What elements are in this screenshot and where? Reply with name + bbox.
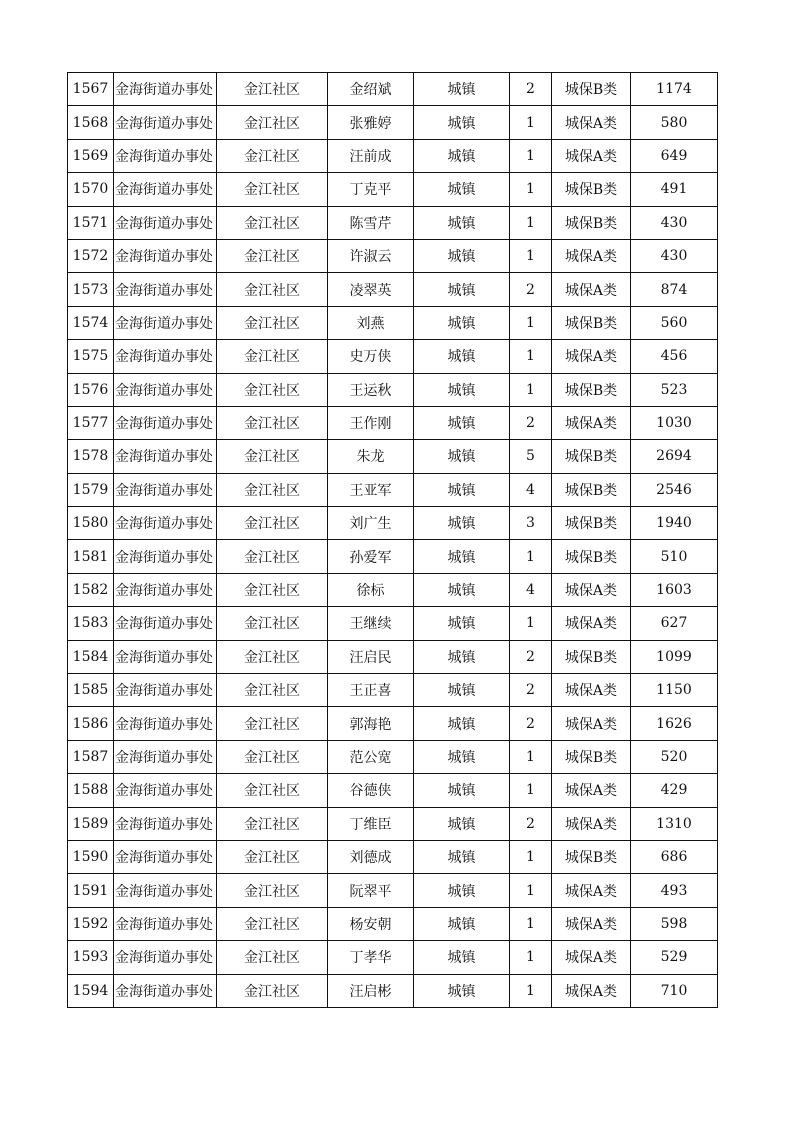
row-number-cell: 1584	[68, 640, 114, 673]
amount-cell: 1626	[631, 707, 718, 740]
insurance-category-cell: 城保A类	[552, 273, 631, 306]
person-name-cell: 刘德成	[328, 840, 414, 873]
table-row	[68, 406, 718, 439]
community-cell: 金江社区	[217, 139, 328, 172]
insurance-category-cell: 城保B类	[552, 373, 631, 406]
household-type-cell: 城镇	[414, 139, 510, 172]
member-count-cell: 3	[510, 507, 552, 540]
community-cell: 金江社区	[217, 674, 328, 707]
row-number-cell: 1570	[68, 173, 114, 206]
street-office-cell: 金海街道办事处	[114, 206, 217, 239]
table-row	[68, 774, 718, 807]
member-count-cell: 1	[510, 540, 552, 573]
street-office-cell: 金海街道办事处	[114, 774, 217, 807]
person-name-cell: 刘广生	[328, 507, 414, 540]
member-count-cell: 1	[510, 840, 552, 873]
street-office-cell: 金海街道办事处	[114, 674, 217, 707]
community-cell: 金江社区	[217, 874, 328, 907]
amount-cell: 493	[631, 874, 718, 907]
household-type-cell: 城镇	[414, 206, 510, 239]
household-type-cell: 城镇	[414, 740, 510, 773]
household-type-cell: 城镇	[414, 173, 510, 206]
row-number-cell: 1577	[68, 406, 114, 439]
insurance-category-cell: 城保A类	[552, 707, 631, 740]
table-row	[68, 206, 718, 239]
household-type-cell: 城镇	[414, 507, 510, 540]
amount-cell: 510	[631, 540, 718, 573]
household-type-cell: 城镇	[414, 874, 510, 907]
member-count-cell: 2	[510, 73, 552, 106]
row-number-cell: 1581	[68, 540, 114, 573]
community-cell: 金江社区	[217, 807, 328, 840]
street-office-cell: 金海街道办事处	[114, 740, 217, 773]
member-count-cell: 5	[510, 440, 552, 473]
street-office-cell: 金海街道办事处	[114, 239, 217, 272]
amount-cell: 520	[631, 740, 718, 773]
person-name-cell: 许淑云	[328, 239, 414, 272]
amount-cell: 627	[631, 607, 718, 640]
table-row	[68, 473, 718, 506]
household-type-cell: 城镇	[414, 774, 510, 807]
amount-cell: 710	[631, 974, 718, 1007]
amount-cell: 874	[631, 273, 718, 306]
household-type-cell: 城镇	[414, 340, 510, 373]
insurance-category-cell: 城保A类	[552, 974, 631, 1007]
person-name-cell: 阮翠平	[328, 874, 414, 907]
community-cell: 金江社区	[217, 540, 328, 573]
person-name-cell: 孙爱军	[328, 540, 414, 573]
member-count-cell: 2	[510, 273, 552, 306]
amount-cell: 429	[631, 774, 718, 807]
street-office-cell: 金海街道办事处	[114, 941, 217, 974]
row-number-cell: 1594	[68, 974, 114, 1007]
amount-cell: 686	[631, 840, 718, 873]
table-row	[68, 173, 718, 206]
amount-cell: 1174	[631, 73, 718, 106]
household-type-cell: 城镇	[414, 674, 510, 707]
row-number-cell: 1588	[68, 774, 114, 807]
member-count-cell: 4	[510, 473, 552, 506]
household-type-cell: 城镇	[414, 73, 510, 106]
table-row	[68, 740, 718, 773]
household-type-cell: 城镇	[414, 473, 510, 506]
row-number-cell: 1574	[68, 306, 114, 339]
community-cell: 金江社区	[217, 373, 328, 406]
street-office-cell: 金海街道办事处	[114, 540, 217, 573]
street-office-cell: 金海街道办事处	[114, 406, 217, 439]
amount-cell: 523	[631, 373, 718, 406]
row-number-cell: 1572	[68, 239, 114, 272]
community-cell: 金江社区	[217, 206, 328, 239]
person-name-cell: 谷德侠	[328, 774, 414, 807]
community-cell: 金江社区	[217, 740, 328, 773]
insurance-category-cell: 城保A类	[552, 106, 631, 139]
table-row	[68, 640, 718, 673]
amount-cell: 1940	[631, 507, 718, 540]
row-number-cell: 1576	[68, 373, 114, 406]
community-cell: 金江社区	[217, 273, 328, 306]
member-count-cell: 2	[510, 807, 552, 840]
row-number-cell: 1575	[68, 340, 114, 373]
table-row	[68, 73, 718, 106]
street-office-cell: 金海街道办事处	[114, 573, 217, 606]
row-number-cell: 1589	[68, 807, 114, 840]
table-row	[68, 139, 718, 172]
member-count-cell: 1	[510, 907, 552, 940]
row-number-cell: 1578	[68, 440, 114, 473]
table-row	[68, 974, 718, 1007]
household-type-cell: 城镇	[414, 640, 510, 673]
member-count-cell: 2	[510, 640, 552, 673]
household-type-cell: 城镇	[414, 540, 510, 573]
insurance-category-cell: 城保A类	[552, 406, 631, 439]
member-count-cell: 1	[510, 206, 552, 239]
insurance-category-cell: 城保B类	[552, 640, 631, 673]
street-office-cell: 金海街道办事处	[114, 373, 217, 406]
person-name-cell: 王亚军	[328, 473, 414, 506]
table-row	[68, 540, 718, 573]
amount-cell: 1150	[631, 674, 718, 707]
street-office-cell: 金海街道办事处	[114, 306, 217, 339]
table-row	[68, 239, 718, 272]
insurance-category-cell: 城保A类	[552, 139, 631, 172]
community-cell: 金江社区	[217, 974, 328, 1007]
amount-cell: 580	[631, 106, 718, 139]
community-cell: 金江社区	[217, 907, 328, 940]
member-count-cell: 1	[510, 139, 552, 172]
street-office-cell: 金海街道办事处	[114, 907, 217, 940]
roster-table	[67, 72, 718, 1008]
street-office-cell: 金海街道办事处	[114, 273, 217, 306]
community-cell: 金江社区	[217, 507, 328, 540]
table-row	[68, 707, 718, 740]
insurance-category-cell: 城保B类	[552, 540, 631, 573]
person-name-cell: 凌翠英	[328, 273, 414, 306]
community-cell: 金江社区	[217, 573, 328, 606]
amount-cell: 529	[631, 941, 718, 974]
table-row	[68, 273, 718, 306]
insurance-category-cell: 城保A类	[552, 573, 631, 606]
household-type-cell: 城镇	[414, 573, 510, 606]
community-cell: 金江社区	[217, 473, 328, 506]
person-name-cell: 陈雪芹	[328, 206, 414, 239]
person-name-cell: 范公宽	[328, 740, 414, 773]
table-row	[68, 106, 718, 139]
person-name-cell: 郭海艳	[328, 707, 414, 740]
insurance-category-cell: 城保A类	[552, 907, 631, 940]
amount-cell: 1099	[631, 640, 718, 673]
row-number-cell: 1582	[68, 573, 114, 606]
person-name-cell: 汪前成	[328, 139, 414, 172]
member-count-cell: 2	[510, 406, 552, 439]
insurance-category-cell: 城保B类	[552, 440, 631, 473]
street-office-cell: 金海街道办事处	[114, 840, 217, 873]
household-type-cell: 城镇	[414, 607, 510, 640]
amount-cell: 598	[631, 907, 718, 940]
member-count-cell: 1	[510, 106, 552, 139]
amount-cell: 649	[631, 139, 718, 172]
member-count-cell: 4	[510, 573, 552, 606]
roster-body	[68, 73, 718, 1008]
amount-cell: 560	[631, 306, 718, 339]
community-cell: 金江社区	[217, 406, 328, 439]
insurance-category-cell: 城保A类	[552, 607, 631, 640]
street-office-cell: 金海街道办事处	[114, 139, 217, 172]
table-row	[68, 874, 718, 907]
street-office-cell: 金海街道办事处	[114, 507, 217, 540]
street-office-cell: 金海街道办事处	[114, 974, 217, 1007]
community-cell: 金江社区	[217, 840, 328, 873]
member-count-cell: 2	[510, 707, 552, 740]
street-office-cell: 金海街道办事处	[114, 707, 217, 740]
member-count-cell: 1	[510, 173, 552, 206]
table-row	[68, 440, 718, 473]
insurance-category-cell: 城保A类	[552, 239, 631, 272]
member-count-cell: 1	[510, 306, 552, 339]
household-type-cell: 城镇	[414, 406, 510, 439]
street-office-cell: 金海街道办事处	[114, 440, 217, 473]
row-number-cell: 1591	[68, 874, 114, 907]
household-type-cell: 城镇	[414, 373, 510, 406]
amount-cell: 430	[631, 206, 718, 239]
member-count-cell: 1	[510, 740, 552, 773]
row-number-cell: 1568	[68, 106, 114, 139]
community-cell: 金江社区	[217, 707, 328, 740]
member-count-cell: 1	[510, 340, 552, 373]
table-row	[68, 807, 718, 840]
household-type-cell: 城镇	[414, 239, 510, 272]
person-name-cell: 张雅婷	[328, 106, 414, 139]
person-name-cell: 杨安朝	[328, 907, 414, 940]
amount-cell: 456	[631, 340, 718, 373]
member-count-cell: 1	[510, 941, 552, 974]
insurance-category-cell: 城保A类	[552, 340, 631, 373]
community-cell: 金江社区	[217, 340, 328, 373]
row-number-cell: 1580	[68, 507, 114, 540]
table-row	[68, 607, 718, 640]
person-name-cell: 王运秋	[328, 373, 414, 406]
community-cell: 金江社区	[217, 640, 328, 673]
table-row	[68, 306, 718, 339]
household-type-cell: 城镇	[414, 440, 510, 473]
row-number-cell: 1579	[68, 473, 114, 506]
street-office-cell: 金海街道办事处	[114, 340, 217, 373]
table-row	[68, 907, 718, 940]
person-name-cell: 朱龙	[328, 440, 414, 473]
amount-cell: 2546	[631, 473, 718, 506]
member-count-cell: 1	[510, 373, 552, 406]
household-type-cell: 城镇	[414, 974, 510, 1007]
community-cell: 金江社区	[217, 607, 328, 640]
household-type-cell: 城镇	[414, 306, 510, 339]
household-type-cell: 城镇	[414, 907, 510, 940]
member-count-cell: 1	[510, 239, 552, 272]
person-name-cell: 金绍斌	[328, 73, 414, 106]
table-row	[68, 840, 718, 873]
street-office-cell: 金海街道办事处	[114, 607, 217, 640]
community-cell: 金江社区	[217, 73, 328, 106]
row-number-cell: 1593	[68, 941, 114, 974]
street-office-cell: 金海街道办事处	[114, 640, 217, 673]
person-name-cell: 丁克平	[328, 173, 414, 206]
member-count-cell: 2	[510, 674, 552, 707]
insurance-category-cell: 城保B类	[552, 73, 631, 106]
insurance-category-cell: 城保B类	[552, 740, 631, 773]
table-row	[68, 340, 718, 373]
table-row	[68, 941, 718, 974]
row-number-cell: 1585	[68, 674, 114, 707]
row-number-cell: 1590	[68, 840, 114, 873]
household-type-cell: 城镇	[414, 707, 510, 740]
table-row	[68, 573, 718, 606]
member-count-cell: 1	[510, 607, 552, 640]
insurance-category-cell: 城保B类	[552, 473, 631, 506]
person-name-cell: 徐标	[328, 573, 414, 606]
insurance-category-cell: 城保B类	[552, 306, 631, 339]
person-name-cell: 王作刚	[328, 406, 414, 439]
amount-cell: 491	[631, 173, 718, 206]
street-office-cell: 金海街道办事处	[114, 173, 217, 206]
table-row	[68, 507, 718, 540]
person-name-cell: 王正喜	[328, 674, 414, 707]
community-cell: 金江社区	[217, 440, 328, 473]
household-type-cell: 城镇	[414, 273, 510, 306]
row-number-cell: 1586	[68, 707, 114, 740]
row-number-cell: 1592	[68, 907, 114, 940]
amount-cell: 1310	[631, 807, 718, 840]
row-number-cell: 1587	[68, 740, 114, 773]
table-row	[68, 373, 718, 406]
street-office-cell: 金海街道办事处	[114, 473, 217, 506]
amount-cell: 1030	[631, 406, 718, 439]
person-name-cell: 汪启民	[328, 640, 414, 673]
amount-cell: 430	[631, 239, 718, 272]
insurance-category-cell: 城保A类	[552, 874, 631, 907]
insurance-category-cell: 城保A类	[552, 774, 631, 807]
amount-cell: 1603	[631, 573, 718, 606]
street-office-cell: 金海街道办事处	[114, 106, 217, 139]
row-number-cell: 1567	[68, 73, 114, 106]
row-number-cell: 1573	[68, 273, 114, 306]
row-number-cell: 1571	[68, 206, 114, 239]
community-cell: 金江社区	[217, 173, 328, 206]
insurance-category-cell: 城保B类	[552, 206, 631, 239]
household-type-cell: 城镇	[414, 840, 510, 873]
member-count-cell: 1	[510, 874, 552, 907]
community-cell: 金江社区	[217, 941, 328, 974]
table-row	[68, 674, 718, 707]
street-office-cell: 金海街道办事处	[114, 807, 217, 840]
person-name-cell: 丁维臣	[328, 807, 414, 840]
insurance-category-cell: 城保A类	[552, 941, 631, 974]
household-type-cell: 城镇	[414, 106, 510, 139]
community-cell: 金江社区	[217, 106, 328, 139]
person-name-cell: 王继续	[328, 607, 414, 640]
insurance-category-cell: 城保B类	[552, 507, 631, 540]
person-name-cell: 丁孝华	[328, 941, 414, 974]
amount-cell: 2694	[631, 440, 718, 473]
insurance-category-cell: 城保A类	[552, 807, 631, 840]
street-office-cell: 金海街道办事处	[114, 874, 217, 907]
insurance-category-cell: 城保A类	[552, 674, 631, 707]
community-cell: 金江社区	[217, 239, 328, 272]
person-name-cell: 汪启彬	[328, 974, 414, 1007]
insurance-category-cell: 城保B类	[552, 840, 631, 873]
street-office-cell: 金海街道办事处	[114, 73, 217, 106]
member-count-cell: 1	[510, 974, 552, 1007]
insurance-category-cell: 城保B类	[552, 173, 631, 206]
household-type-cell: 城镇	[414, 941, 510, 974]
community-cell: 金江社区	[217, 306, 328, 339]
community-cell: 金江社区	[217, 774, 328, 807]
person-name-cell: 刘燕	[328, 306, 414, 339]
person-name-cell: 史万侠	[328, 340, 414, 373]
row-number-cell: 1569	[68, 139, 114, 172]
member-count-cell: 1	[510, 774, 552, 807]
household-type-cell: 城镇	[414, 807, 510, 840]
row-number-cell: 1583	[68, 607, 114, 640]
